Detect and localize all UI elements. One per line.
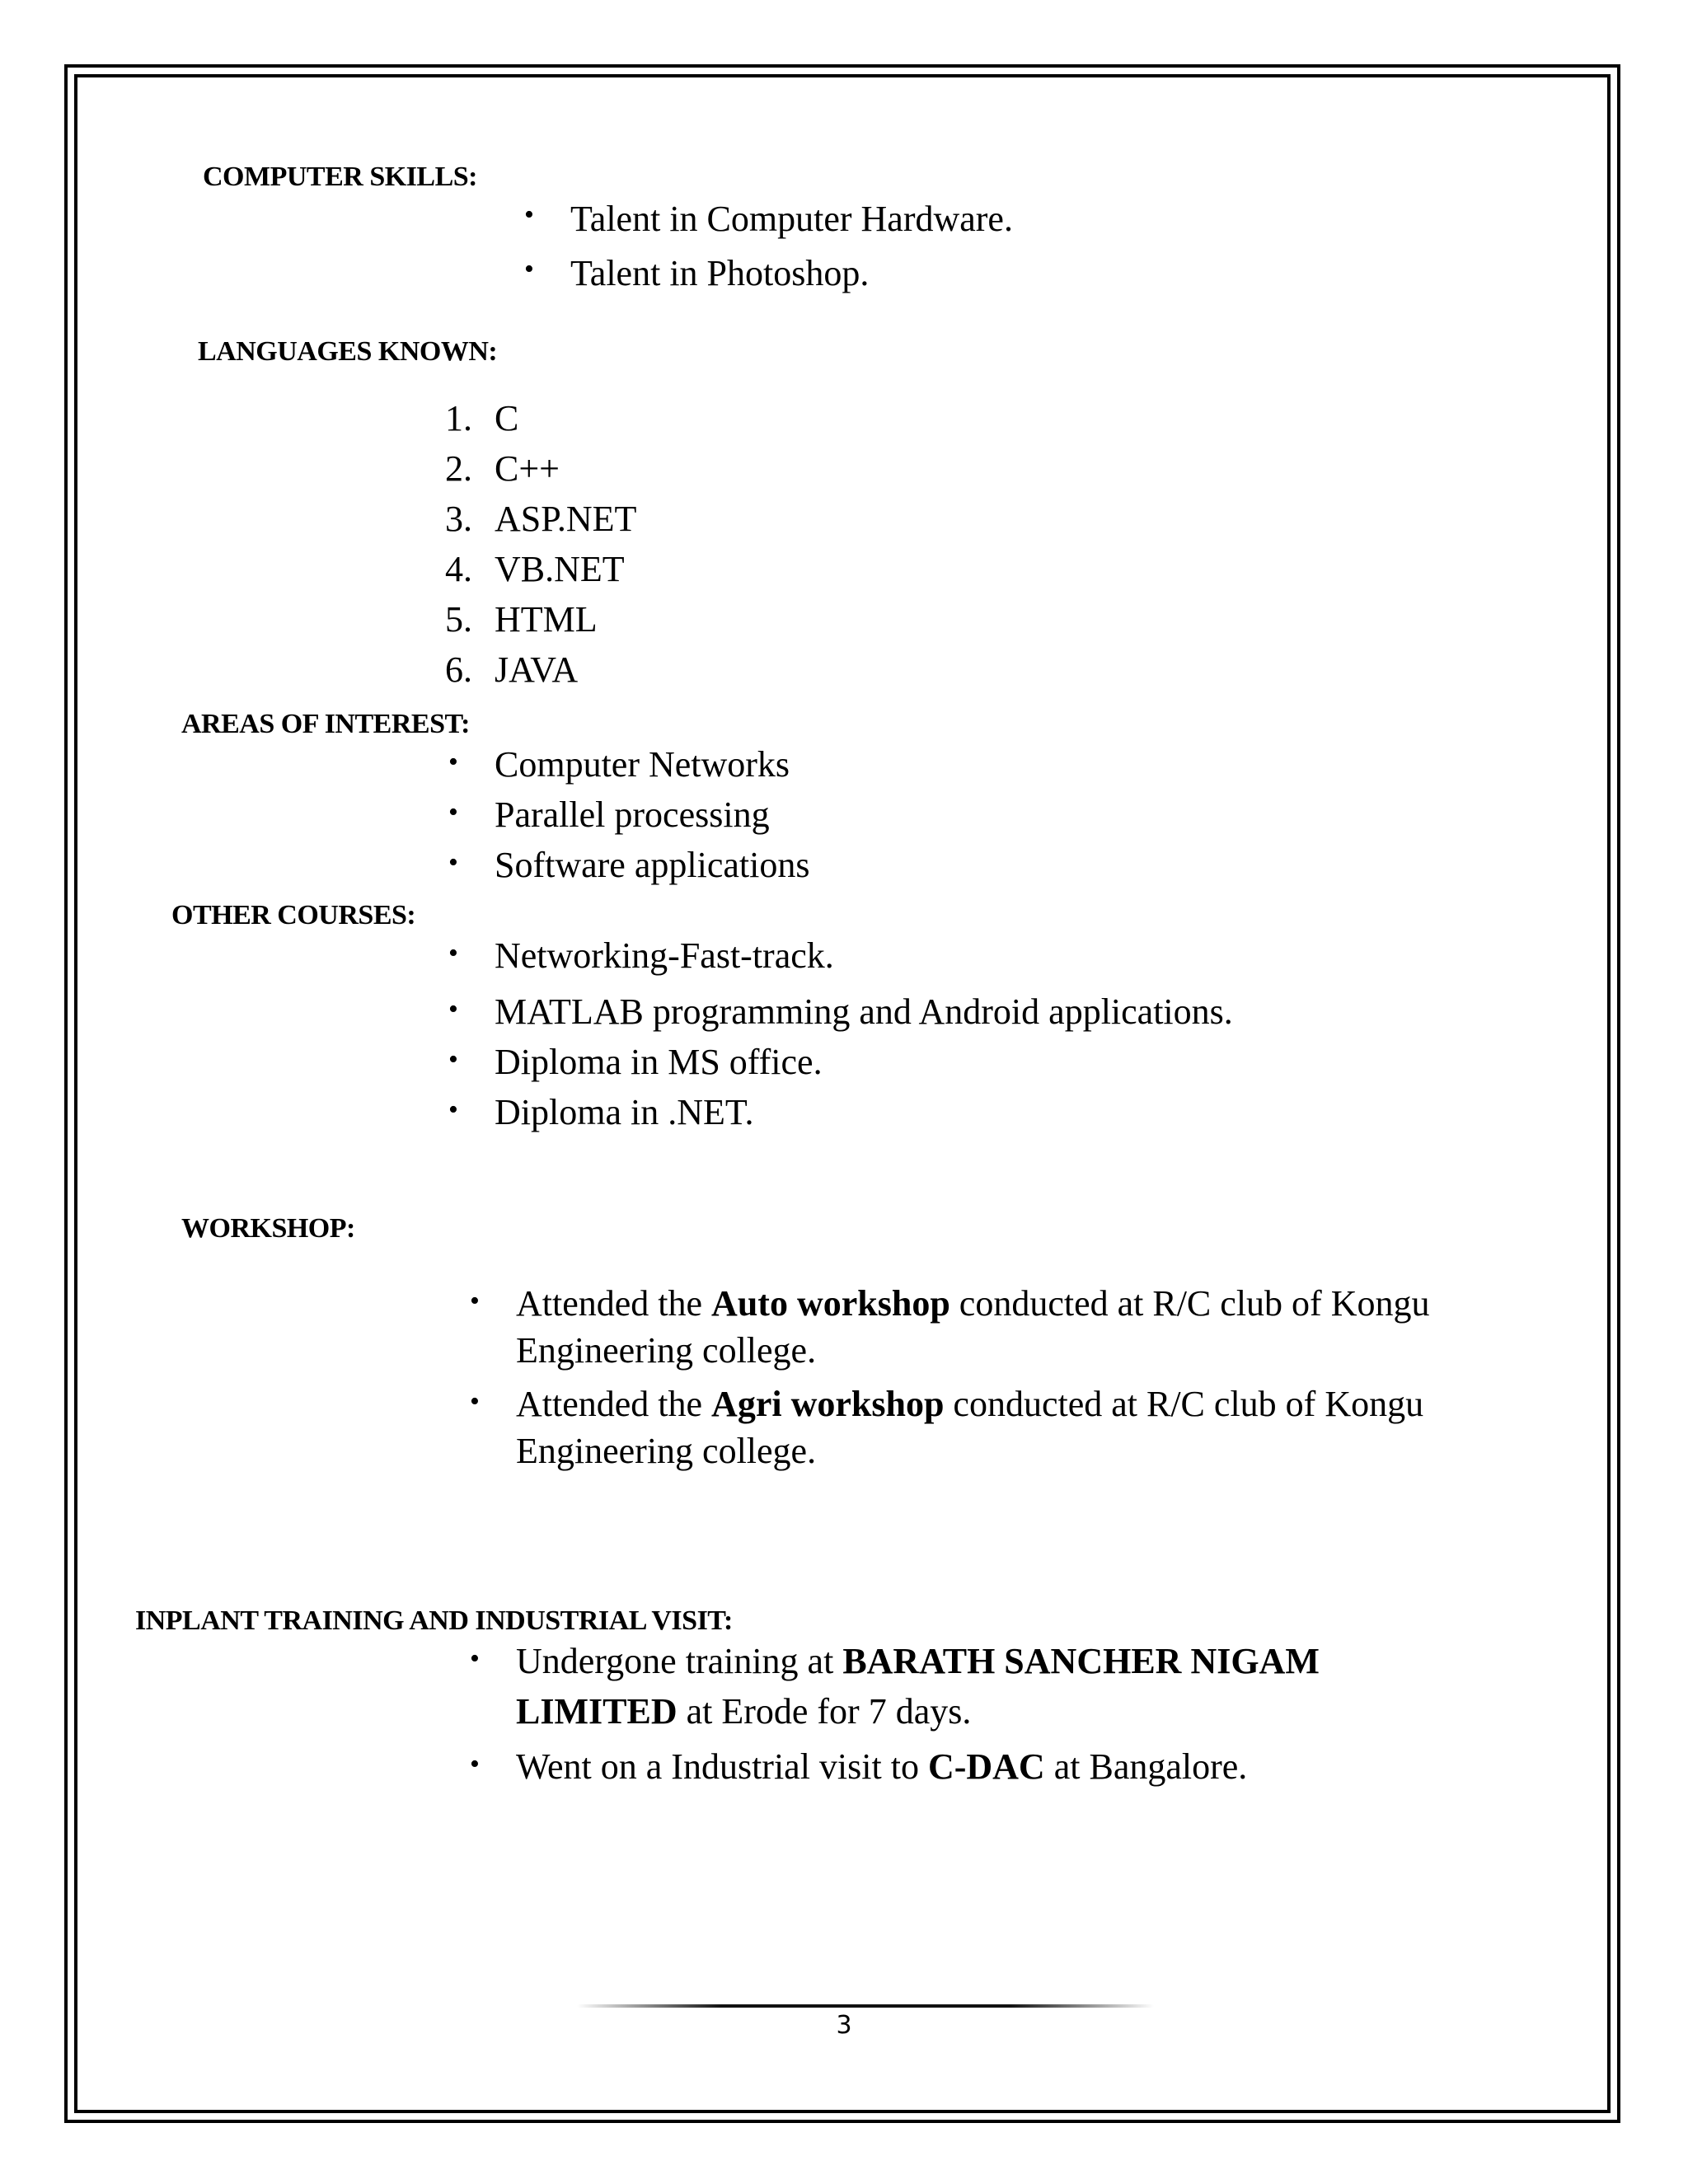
list-item: • Software applications <box>448 845 810 885</box>
list-item: 5. HTML <box>445 599 598 640</box>
list-item: • Computer Networks <box>448 744 790 785</box>
workshop-list <box>470 1282 1430 1483</box>
other-courses-list <box>448 935 1233 1141</box>
inplant-training-list <box>470 1640 1320 1796</box>
list-item: • Attended the Auto workshop conducted at R/C club of Kongu Engineering college. <box>470 1283 1430 1371</box>
list-item: • MATLAB programming and Android applications. <box>448 991 1233 1032</box>
list-item: 4. VB.NET <box>445 549 625 589</box>
computer-skills-heading: COMPUTER SKILLS: <box>203 162 477 192</box>
list-item: • Diploma in MS office. <box>448 1042 823 1082</box>
languages-known-heading: LANGUAGES KNOWN: <box>198 336 498 367</box>
languages-list <box>445 397 637 699</box>
list-item: • Talent in Computer Hardware. <box>524 199 1013 239</box>
areas-of-interest-heading: AREAS OF INTEREST: <box>181 709 470 739</box>
page-number: 3 <box>836 2011 852 2040</box>
list-item: 1. C <box>445 398 519 438</box>
list-item: • Talent in Photoshop. <box>524 253 870 293</box>
workshop-heading: WORKSHOP: <box>181 1213 355 1244</box>
list-item: 3. ASP.NET <box>445 499 637 539</box>
areas-of-interest-list <box>448 743 810 894</box>
list-item: • Undergone training at BARATH SANCHER NIGAM LIMITED at Erode for 7 days. <box>470 1641 1320 1732</box>
inplant-training-heading: INPLANT TRAINING AND INDUSTRIAL VISIT: <box>135 1605 733 1636</box>
list-item: • Parallel processing <box>448 794 770 835</box>
list-item: • Attended the Agri workshop conducted at R/C club of Kongu Engineering college. <box>470 1384 1424 1471</box>
other-courses-heading: OTHER COURSES: <box>171 900 416 930</box>
list-item: 6. JAVA <box>445 649 579 690</box>
list-item: • Networking-Fast-track. <box>448 935 834 976</box>
footer-divider <box>577 2004 1154 2008</box>
list-item: • Diploma in .NET. <box>448 1092 754 1132</box>
list-item: 2. C++ <box>445 448 560 489</box>
list-item: • Went on a Industrial visit to C-DAC at Bangalore. <box>470 1746 1248 1787</box>
computer-skills-list <box>524 198 1013 307</box>
